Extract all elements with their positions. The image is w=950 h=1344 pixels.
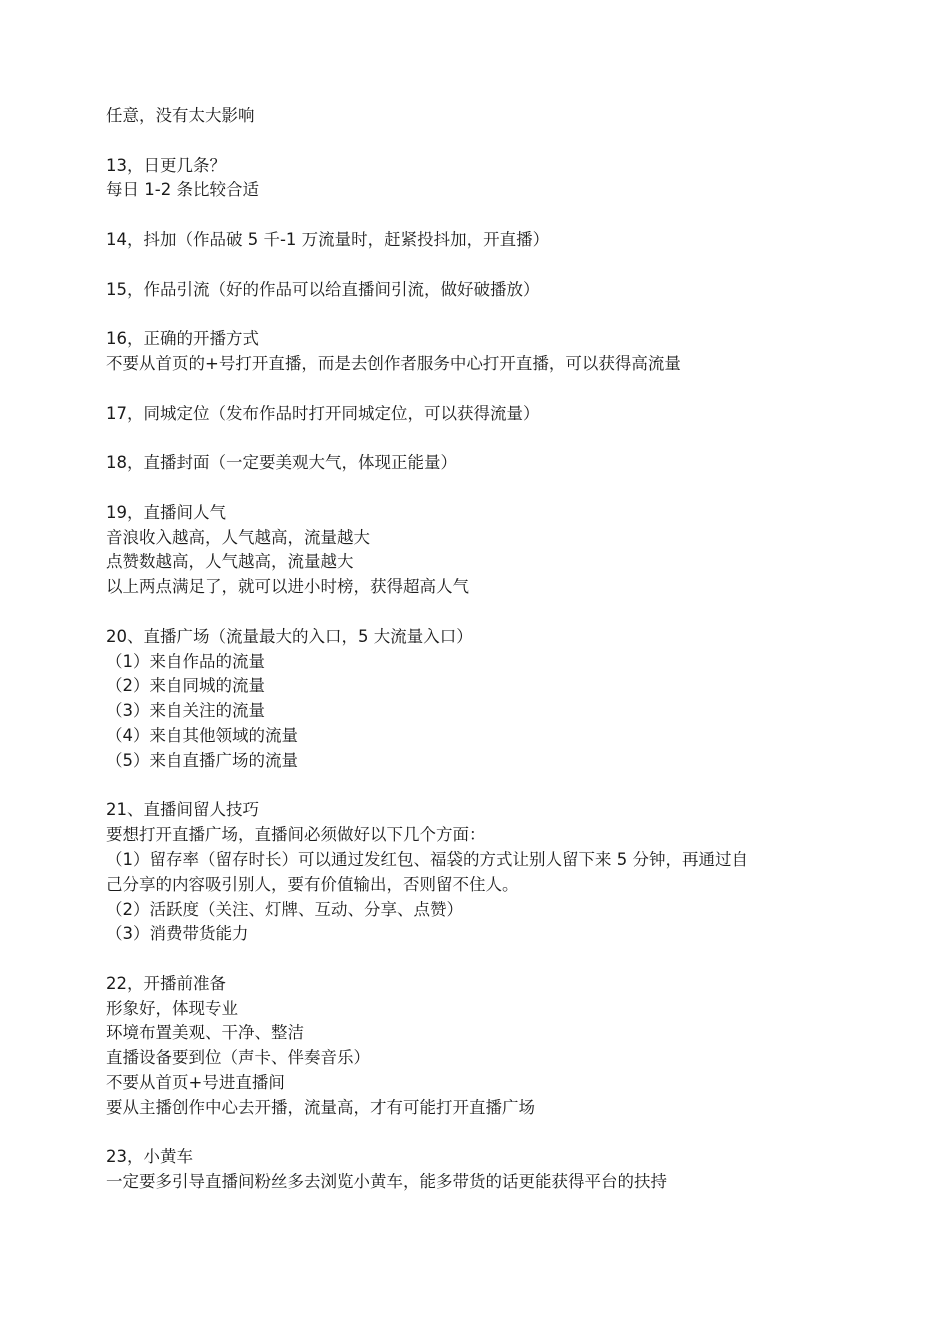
text-line: 音浪收入越高，人气越高，流量越大 bbox=[106, 527, 370, 547]
text-line: 不要从首页+号进直播间 bbox=[106, 1073, 285, 1093]
text-line: 不要从首页的+号打开直播，而是去创作者服务中心打开直播，可以获得高流量 bbox=[106, 353, 681, 373]
text-line: 16，正确的开播方式 bbox=[106, 329, 259, 349]
blank-line bbox=[106, 774, 866, 799]
text-line: （4）来自其他领域的流量 bbox=[106, 725, 298, 745]
blank-line bbox=[106, 377, 866, 402]
text-line: 任意，没有太大影响 bbox=[106, 106, 255, 125]
text-line: 18，直播封面（一定要美观大气，体现正能量） bbox=[106, 453, 457, 473]
text-line: 以上两点满足了，就可以进小时榜，获得超高人气 bbox=[106, 577, 469, 597]
text-line: （3）消费带货能力 bbox=[106, 924, 249, 944]
blank-line bbox=[106, 1121, 866, 1146]
blank-line bbox=[106, 302, 866, 327]
blank-line bbox=[106, 203, 866, 228]
text-line: 13，日更几条？ bbox=[106, 155, 226, 175]
text-line: 一定要多引导直播间粉丝多去浏览小黄车，能多带货的话更能获得平台的扶持 bbox=[106, 1172, 667, 1192]
text-line: （3）来自关注的流量 bbox=[106, 701, 265, 721]
text-line: 21、直播间留人技巧 bbox=[106, 800, 259, 820]
text-line: 22，开播前准备 bbox=[106, 973, 226, 993]
document-body bbox=[106, 104, 866, 1195]
blank-line bbox=[106, 253, 866, 278]
blank-line bbox=[106, 476, 866, 501]
text-line: 形象好，体现专业 bbox=[106, 998, 238, 1018]
text-line: 23，小黄车 bbox=[106, 1147, 193, 1167]
text-line: 15，作品引流（好的作品可以给直播间引流，做好破播放） bbox=[106, 279, 540, 299]
text-line: 17，同城定位（发布作品时打开同城定位，可以获得流量） bbox=[106, 403, 540, 423]
text-line: 要从主播创作中心去开播，流量高，才有可能打开直播广场 bbox=[106, 1097, 535, 1117]
text-line: （5）来自直播广场的流量 bbox=[106, 750, 298, 770]
blank-line bbox=[106, 600, 866, 625]
text-line: 点赞数越高，人气越高，流量越大 bbox=[106, 552, 354, 572]
text-line: （1）留存率（留存时长）可以通过发红包、福袋的方式让别人留下来 5 分钟，再通过自 bbox=[106, 849, 748, 869]
blank-line bbox=[106, 947, 866, 972]
text-line: 己分享的内容吸引别人，要有价值输出，否则留不住人。 bbox=[106, 874, 519, 894]
blank-line bbox=[106, 426, 866, 451]
text-line: （2）活跃度（关注、灯牌、互动、分享、点赞） bbox=[106, 899, 463, 919]
blank-line bbox=[106, 129, 866, 154]
text-line: 要想打开直播广场，直播间必须做好以下几个方面： bbox=[106, 825, 486, 845]
text-line: 每日 1-2 条比较合适 bbox=[106, 180, 259, 200]
text-line: （1）来自作品的流量 bbox=[106, 651, 265, 671]
text-line: 环境布置美观、干净、整洁 bbox=[106, 1023, 304, 1043]
text-line: 19，直播间人气 bbox=[106, 502, 226, 522]
text-line: （2）来自同城的流量 bbox=[106, 676, 265, 696]
text-line: 14，抖加（作品破 5 千-1 万流量时，赶紧投抖加，开直播） bbox=[106, 229, 550, 249]
text-line: 直播设备要到位（声卡、伴奏音乐） bbox=[106, 1048, 370, 1068]
text-line: 20、直播广场（流量最大的入口，5 大流量入口） bbox=[106, 626, 473, 646]
